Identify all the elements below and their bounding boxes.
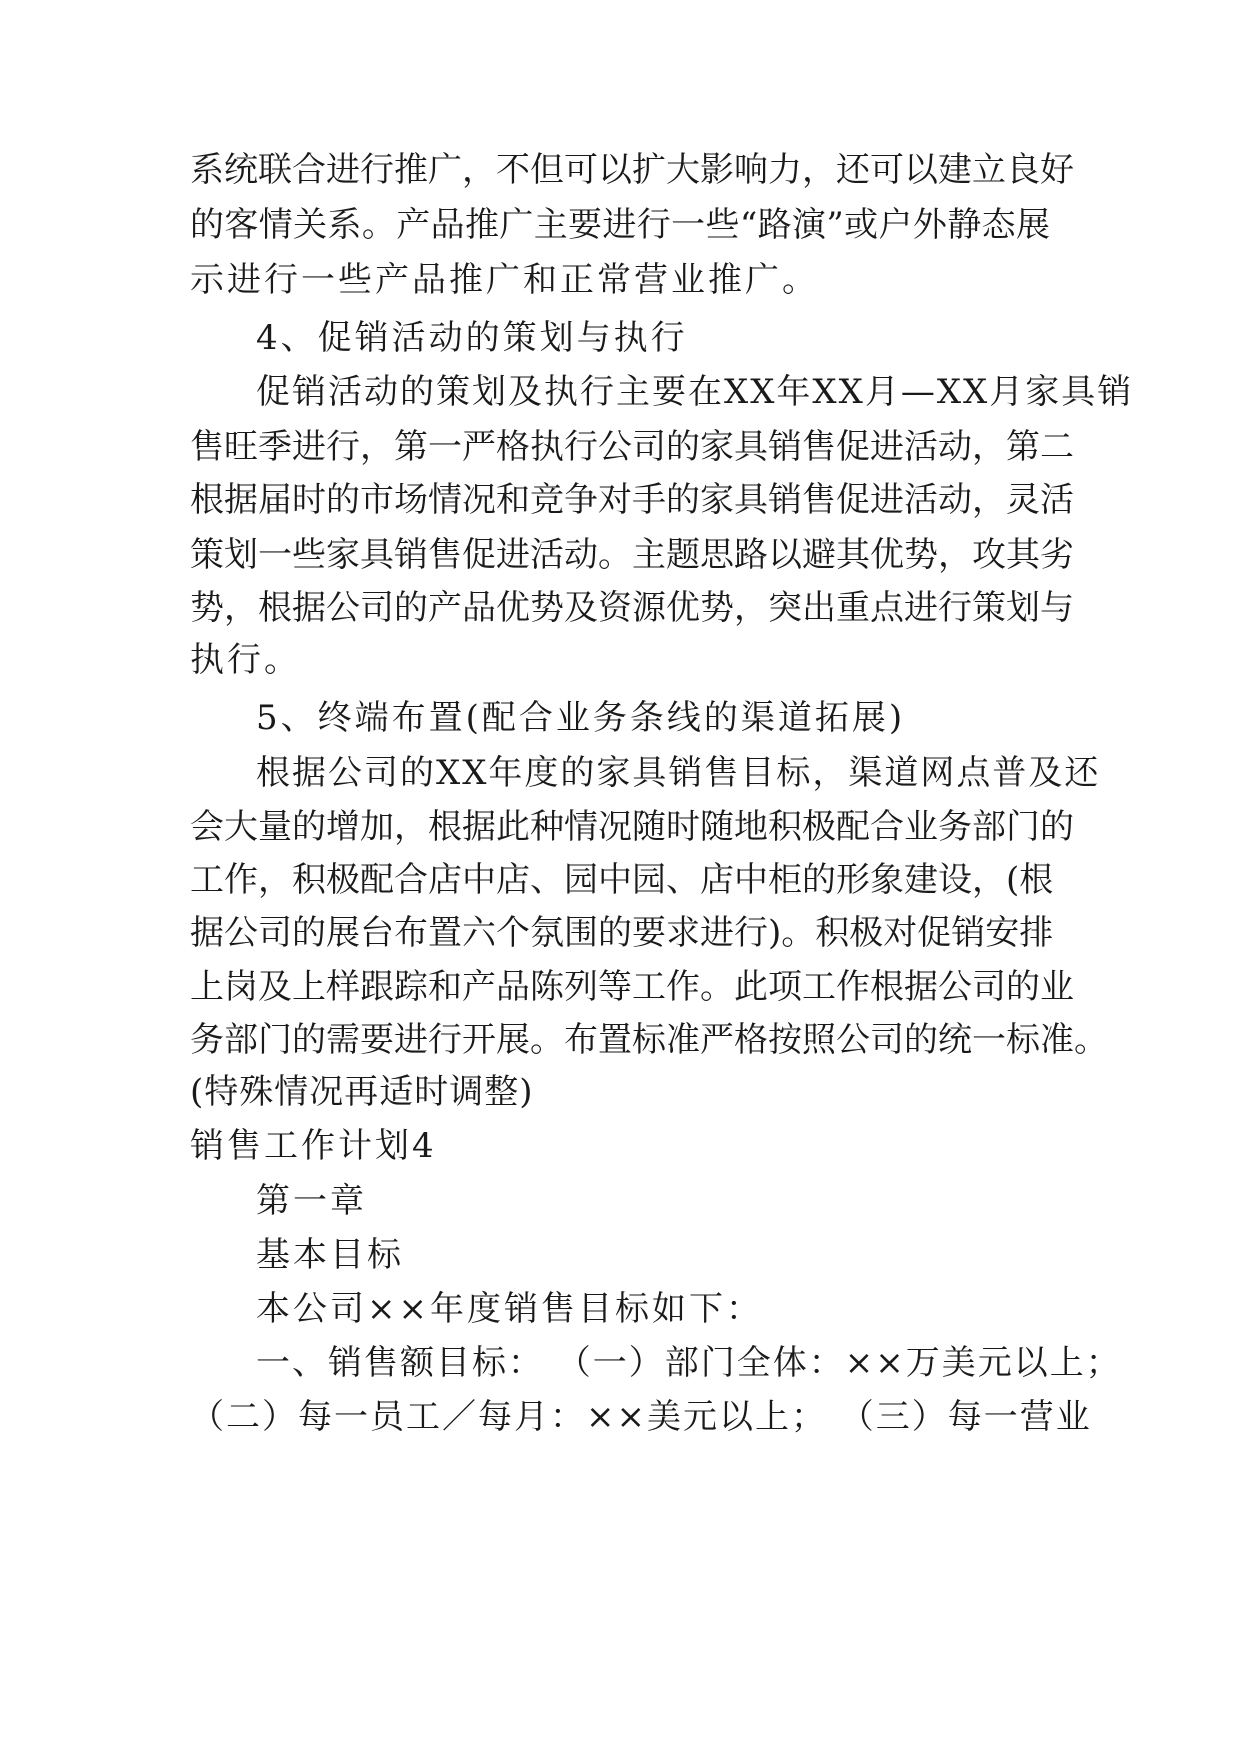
paragraph-line-8: 策划一些家具销售促进活动。主题思路以避其优势，攻其劣: [190, 535, 1074, 575]
paragraph-line-16: 上岗及上样跟踪和产品陈列等工作。此项工作根据公司的业: [190, 967, 1074, 1007]
paragraph-line-24: （二）每一员工／每月：××美元以上； （三）每一营业: [190, 1397, 1092, 1437]
paragraph-line-12: 根据公司的XX年度的家具销售目标，渠道网点普及还: [256, 753, 1101, 793]
paragraph-line-14: 工作，积极配合店中店、园中园、店中柜的形象建设，(根: [190, 860, 1054, 900]
paragraph-line-23: 一、销售额目标： （一）部门全体：××万美元以上；: [256, 1343, 1122, 1383]
paragraph-line-22: 本公司××年度销售目标如下：: [256, 1289, 763, 1329]
section-heading-5: 5、终端布置(配合业务条线的渠道拓展): [256, 698, 906, 738]
section-heading-4: 4、促销活动的策划与执行: [256, 318, 688, 358]
paragraph-line-7: 根据届时的市场情况和竞争对手的家具销售促进活动，灵活: [190, 480, 1074, 520]
paragraph-line-5: 促销活动的策划及执行主要在XX年XX月—XX月家具销: [256, 372, 1134, 412]
paragraph-line-17: 务部门的需要进行开展。布置标准严格按照公司的统一标准。: [190, 1020, 1108, 1060]
chapter-heading: 第一章: [256, 1181, 367, 1221]
paragraph-line-1: 系统联合进行推广，不但可以扩大影响力，还可以建立良好: [190, 150, 1074, 190]
paragraph-line-3: 示进行一些产品推广和正常营业推广。: [190, 260, 819, 300]
paragraph-line-9: 势，根据公司的产品优势及资源优势，突出重点进行策划与: [190, 588, 1074, 628]
paragraph-line-10: 执行。: [190, 640, 301, 680]
paragraph-line-15: 据公司的展台布置六个氛围的要求进行)。积极对促销安排: [190, 913, 1054, 953]
paragraph-line-6: 售旺季进行，第一严格执行公司的家具销售促进活动，第二: [190, 427, 1074, 467]
paragraph-line-2: 的客情关系。产品推广主要进行一些“路演”或户外静态展: [190, 205, 1050, 245]
chapter-subheading: 基本目标: [256, 1235, 404, 1275]
paragraph-line-13: 会大量的增加，根据此种情况随时随地积极配合业务部门的: [190, 807, 1074, 847]
paragraph-line-18: (特殊情况再适时调整): [190, 1072, 534, 1112]
section-title: 销售工作计划4: [190, 1126, 437, 1166]
